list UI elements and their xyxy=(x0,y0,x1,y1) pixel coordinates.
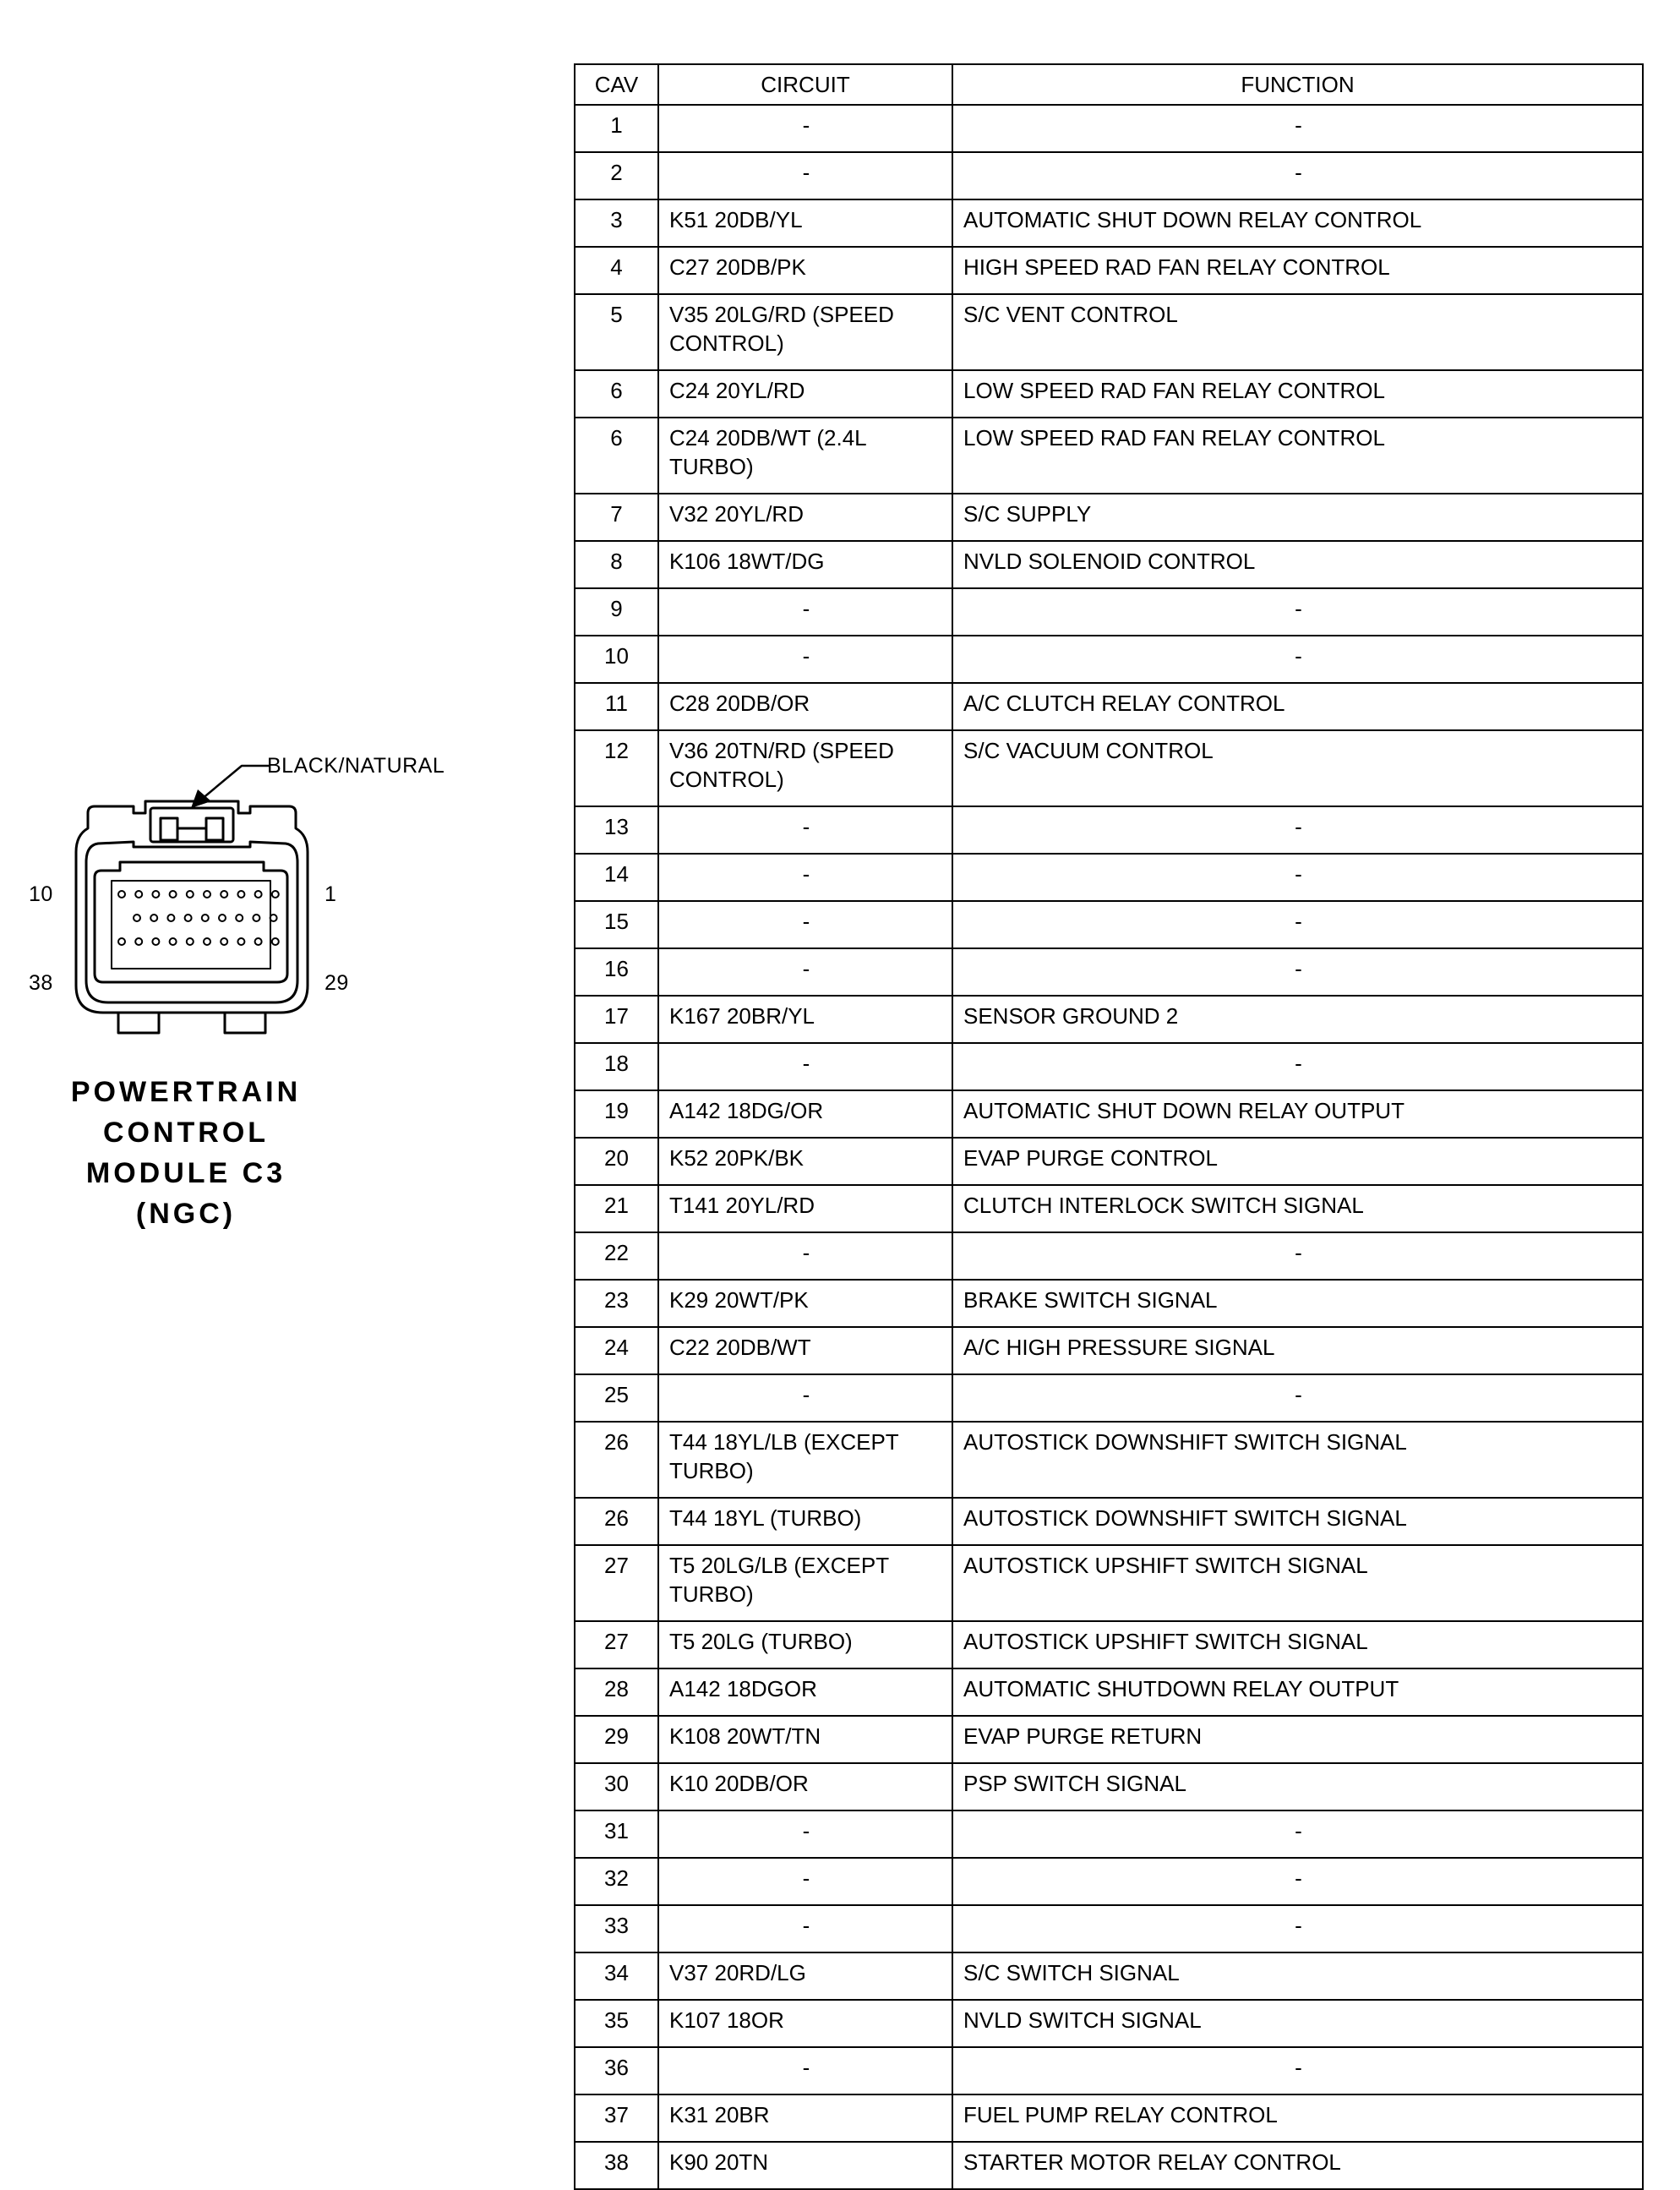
cavity-dot xyxy=(237,891,244,898)
header-function: FUNCTION xyxy=(952,64,1643,105)
cavity-dot xyxy=(118,891,125,898)
table-row xyxy=(575,1280,1643,1327)
cell-circuit: C28 20DB/OR xyxy=(658,683,952,730)
cell-cav: 33 xyxy=(575,1905,658,1952)
cell-function: - xyxy=(952,1810,1643,1858)
cell-function: HIGH SPEED RAD FAN RELAY CONTROL xyxy=(952,247,1643,294)
cell-cav: 27 xyxy=(575,1545,658,1621)
cell-function: STARTER MOTOR RELAY CONTROL xyxy=(952,2142,1643,2189)
cell-circuit: K90 20TN xyxy=(658,2142,952,2189)
cell-circuit: - xyxy=(658,152,952,199)
cell-function: AUTOMATIC SHUT DOWN RELAY CONTROL xyxy=(952,199,1643,247)
cell-circuit: V32 20YL/RD xyxy=(658,494,952,541)
connector-color-label: BLACK/NATURAL xyxy=(267,754,445,778)
table-row xyxy=(575,1374,1643,1422)
table-row xyxy=(575,1422,1643,1498)
table-row xyxy=(575,854,1643,901)
cell-function: - xyxy=(952,806,1643,854)
cell-cav: 11 xyxy=(575,683,658,730)
cell-cav: 31 xyxy=(575,1810,658,1858)
cell-function: EVAP PURGE CONTROL xyxy=(952,1138,1643,1185)
table-row xyxy=(575,294,1643,370)
cavity-dot xyxy=(255,891,262,898)
table-row xyxy=(575,1858,1643,1905)
cell-function: NVLD SWITCH SIGNAL xyxy=(952,2000,1643,2047)
cell-circuit: K107 18OR xyxy=(658,2000,952,2047)
cell-function: CLUTCH INTERLOCK SWITCH SIGNAL xyxy=(952,1185,1643,1232)
cell-circuit: - xyxy=(658,636,952,683)
cavity-dot xyxy=(237,938,244,945)
table-row xyxy=(575,1905,1643,1952)
cell-cav: 26 xyxy=(575,1422,658,1498)
cell-cav: 20 xyxy=(575,1138,658,1185)
cell-circuit: T44 18YL (TURBO) xyxy=(658,1498,952,1545)
cavity-dot xyxy=(204,938,210,945)
cell-circuit: - xyxy=(658,1905,952,1952)
table-row xyxy=(575,2142,1643,2189)
cavity-dot xyxy=(152,938,159,945)
table-row xyxy=(575,1621,1643,1668)
cell-circuit: K52 20PK/BK xyxy=(658,1138,952,1185)
cell-function: - xyxy=(952,1858,1643,1905)
cell-cav: 4 xyxy=(575,247,658,294)
cell-cav: 37 xyxy=(575,2094,658,2142)
connector-title-line-4: (NGC) xyxy=(135,1198,237,1230)
cavity-dot xyxy=(185,915,192,921)
cell-function: EVAP PURGE RETURN xyxy=(952,1716,1643,1763)
cell-function: AUTOSTICK DOWNSHIFT SWITCH SIGNAL xyxy=(952,1422,1643,1498)
table-row xyxy=(575,418,1643,494)
cavity-dot xyxy=(135,938,142,945)
cell-cav: 10 xyxy=(575,636,658,683)
cell-circuit: C27 20DB/PK xyxy=(658,247,952,294)
table-row xyxy=(575,683,1643,730)
cell-function: - xyxy=(952,2047,1643,2094)
cell-function: AUTOSTICK UPSHIFT SWITCH SIGNAL xyxy=(952,1621,1643,1668)
table-row xyxy=(575,1090,1643,1138)
cavity-dot xyxy=(135,891,142,898)
cavity-dot xyxy=(118,938,125,945)
table-row xyxy=(575,1138,1643,1185)
table-row xyxy=(575,901,1643,948)
cell-circuit: K167 20BR/YL xyxy=(658,996,952,1043)
table-header-row xyxy=(575,64,1643,105)
pinout-table xyxy=(574,63,1644,2190)
cell-function: A/C CLUTCH RELAY CONTROL xyxy=(952,683,1643,730)
cell-function: AUTOSTICK UPSHIFT SWITCH SIGNAL xyxy=(952,1545,1643,1621)
table-row xyxy=(575,1327,1643,1374)
header-cav: CAV xyxy=(575,64,658,105)
cell-circuit: C24 20YL/RD xyxy=(658,370,952,418)
cavity-dot xyxy=(272,891,279,898)
cavity-dot xyxy=(150,915,157,921)
cavity-dot xyxy=(202,915,209,921)
cavity-dot xyxy=(219,915,226,921)
table-row xyxy=(575,541,1643,588)
cell-cav: 7 xyxy=(575,494,658,541)
table-row xyxy=(575,1498,1643,1545)
table-row xyxy=(575,370,1643,418)
cavity-dot xyxy=(255,938,262,945)
cell-function: LOW SPEED RAD FAN RELAY CONTROL xyxy=(952,370,1643,418)
cavity-dot xyxy=(236,915,243,921)
cell-cav: 14 xyxy=(575,854,658,901)
cell-circuit: - xyxy=(658,1858,952,1905)
pin-label-38: 38 xyxy=(29,971,53,995)
cell-function: FUEL PUMP RELAY CONTROL xyxy=(952,2094,1643,2142)
table-row xyxy=(575,588,1643,636)
cell-circuit: V37 20RD/LG xyxy=(658,1952,952,2000)
cell-cav: 25 xyxy=(575,1374,658,1422)
cell-function: - xyxy=(952,1905,1643,1952)
cell-function: S/C SUPPLY xyxy=(952,494,1643,541)
connector-inner-shell xyxy=(86,842,297,1002)
cell-circuit: C24 20DB/WT (2.4L TURBO) xyxy=(658,418,952,494)
cell-circuit: K51 20DB/YL xyxy=(658,199,952,247)
connector-title-line-3: MODULE C3 xyxy=(85,1157,286,1189)
cell-function: AUTOSTICK DOWNSHIFT SWITCH SIGNAL xyxy=(952,1498,1643,1545)
cell-cav: 12 xyxy=(575,730,658,806)
pin-label-1: 1 xyxy=(325,882,337,906)
cell-circuit: K10 20DB/OR xyxy=(658,1763,952,1810)
cell-function: - xyxy=(952,588,1643,636)
cell-function: S/C VACUUM CONTROL xyxy=(952,730,1643,806)
cavity-dot xyxy=(170,938,177,945)
cell-cav: 23 xyxy=(575,1280,658,1327)
cell-circuit: K31 20BR xyxy=(658,2094,952,2142)
cell-function: NVLD SOLENOID CONTROL xyxy=(952,541,1643,588)
cell-function: SENSOR GROUND 2 xyxy=(952,996,1643,1043)
connector-bottom-tab-left xyxy=(118,1013,159,1033)
cell-cav: 27 xyxy=(575,1621,658,1668)
cell-circuit: A142 18DG/OR xyxy=(658,1090,952,1138)
cell-circuit: V36 20TN/RD (SPEED CONTROL) xyxy=(658,730,952,806)
cavity-dot xyxy=(204,891,210,898)
table-row xyxy=(575,105,1643,152)
cell-cav: 15 xyxy=(575,901,658,948)
connector-face-diagram xyxy=(17,735,456,1040)
cell-cav: 8 xyxy=(575,541,658,588)
cell-function: - xyxy=(952,854,1643,901)
cell-function: - xyxy=(952,105,1643,152)
cell-circuit: - xyxy=(658,588,952,636)
table-row xyxy=(575,247,1643,294)
cell-circuit: K29 20WT/PK xyxy=(658,1280,952,1327)
cell-circuit: - xyxy=(658,854,952,901)
cell-circuit: - xyxy=(658,948,952,996)
table-row xyxy=(575,996,1643,1043)
pin-label-10: 10 xyxy=(29,882,53,906)
cell-function: A/C HIGH PRESSURE SIGNAL xyxy=(952,1327,1643,1374)
cell-cav: 26 xyxy=(575,1498,658,1545)
cell-function: AUTOMATIC SHUTDOWN RELAY OUTPUT xyxy=(952,1668,1643,1716)
cell-circuit: - xyxy=(658,2047,952,2094)
table-row xyxy=(575,2094,1643,2142)
cell-cav: 21 xyxy=(575,1185,658,1232)
table-row xyxy=(575,1763,1643,1810)
table-row xyxy=(575,2000,1643,2047)
cell-function: - xyxy=(952,636,1643,683)
cell-cav: 28 xyxy=(575,1668,658,1716)
table-row xyxy=(575,494,1643,541)
cell-circuit: K106 18WT/DG xyxy=(658,541,952,588)
cell-cav: 24 xyxy=(575,1327,658,1374)
table-row xyxy=(575,1952,1643,2000)
connector-latch xyxy=(150,808,233,842)
cell-circuit: - xyxy=(658,806,952,854)
cell-cav: 19 xyxy=(575,1090,658,1138)
cavity-dot xyxy=(221,938,227,945)
table-row xyxy=(575,806,1643,854)
connector-title-line-2: CONTROL xyxy=(102,1117,270,1149)
cell-circuit: C22 20DB/WT xyxy=(658,1327,952,1374)
cell-cav: 6 xyxy=(575,418,658,494)
cavity-dot xyxy=(221,891,227,898)
cavity-dot xyxy=(134,915,140,921)
connector-title xyxy=(25,1072,346,1234)
cell-function: S/C SWITCH SIGNAL xyxy=(952,1952,1643,2000)
cell-cav: 13 xyxy=(575,806,658,854)
cavity-dot xyxy=(253,915,259,921)
cell-cav: 34 xyxy=(575,1952,658,2000)
cell-function: BRAKE SWITCH SIGNAL xyxy=(952,1280,1643,1327)
cell-function: AUTOMATIC SHUT DOWN RELAY OUTPUT xyxy=(952,1090,1643,1138)
cell-function: - xyxy=(952,948,1643,996)
cell-function: - xyxy=(952,1043,1643,1090)
table-row xyxy=(575,636,1643,683)
cell-cav: 16 xyxy=(575,948,658,996)
table-row xyxy=(575,1810,1643,1858)
cell-cav: 32 xyxy=(575,1858,658,1905)
cell-function: S/C VENT CONTROL xyxy=(952,294,1643,370)
table-row xyxy=(575,730,1643,806)
cell-circuit: K108 20WT/TN xyxy=(658,1716,952,1763)
cell-circuit: T5 20LG (TURBO) xyxy=(658,1621,952,1668)
cell-circuit: - xyxy=(658,1232,952,1280)
cell-circuit: V35 20LG/RD (SPEED CONTROL) xyxy=(658,294,952,370)
table-row xyxy=(575,152,1643,199)
connector-title-line-1: POWERTRAIN xyxy=(70,1076,302,1108)
connector-bottom-tab-right xyxy=(225,1013,265,1033)
table-row xyxy=(575,1716,1643,1763)
cavity-dots xyxy=(118,891,279,945)
cell-cav: 3 xyxy=(575,199,658,247)
cell-cav: 30 xyxy=(575,1763,658,1810)
cell-circuit: - xyxy=(658,901,952,948)
cell-cav: 35 xyxy=(575,2000,658,2047)
table-row xyxy=(575,199,1643,247)
header-circuit: CIRCUIT xyxy=(658,64,952,105)
cell-circuit: - xyxy=(658,1810,952,1858)
cell-cav: 17 xyxy=(575,996,658,1043)
cavity-dot xyxy=(152,891,159,898)
cell-function: LOW SPEED RAD FAN RELAY CONTROL xyxy=(952,418,1643,494)
leader-arrow-head xyxy=(191,789,211,808)
cell-cav: 5 xyxy=(575,294,658,370)
cell-cav: 22 xyxy=(575,1232,658,1280)
cell-circuit: - xyxy=(658,1043,952,1090)
table-row xyxy=(575,1185,1643,1232)
cavity-dot xyxy=(187,938,194,945)
cell-cav: 2 xyxy=(575,152,658,199)
cell-function: - xyxy=(952,901,1643,948)
color-label-leader xyxy=(201,766,270,800)
cell-cav: 6 xyxy=(575,370,658,418)
table-row xyxy=(575,1668,1643,1716)
cell-circuit: T141 20YL/RD xyxy=(658,1185,952,1232)
cell-cav: 1 xyxy=(575,105,658,152)
cavity-dot xyxy=(187,891,194,898)
cell-cav: 38 xyxy=(575,2142,658,2189)
table-row xyxy=(575,2047,1643,2094)
cavity-dot xyxy=(170,891,177,898)
cell-cav: 29 xyxy=(575,1716,658,1763)
cell-function: PSP SWITCH SIGNAL xyxy=(952,1763,1643,1810)
cavity-dot xyxy=(272,938,279,945)
cell-circuit: - xyxy=(658,1374,952,1422)
cell-circuit: T5 20LG/LB (EXCEPT TURBO) xyxy=(658,1545,952,1621)
table-row xyxy=(575,1232,1643,1280)
cell-function: - xyxy=(952,1374,1643,1422)
table-row xyxy=(575,1545,1643,1621)
cell-circuit: A142 18DGOR xyxy=(658,1668,952,1716)
table-row xyxy=(575,948,1643,996)
cavity-dot xyxy=(167,915,174,921)
pin-label-29: 29 xyxy=(325,971,349,995)
cell-cav: 36 xyxy=(575,2047,658,2094)
cell-function: - xyxy=(952,152,1643,199)
cell-circuit: T44 18YL/LB (EXCEPT TURBO) xyxy=(658,1422,952,1498)
cell-function: - xyxy=(952,1232,1643,1280)
table-row xyxy=(575,1043,1643,1090)
cell-cav: 18 xyxy=(575,1043,658,1090)
cell-circuit: - xyxy=(658,105,952,152)
cell-cav: 9 xyxy=(575,588,658,636)
